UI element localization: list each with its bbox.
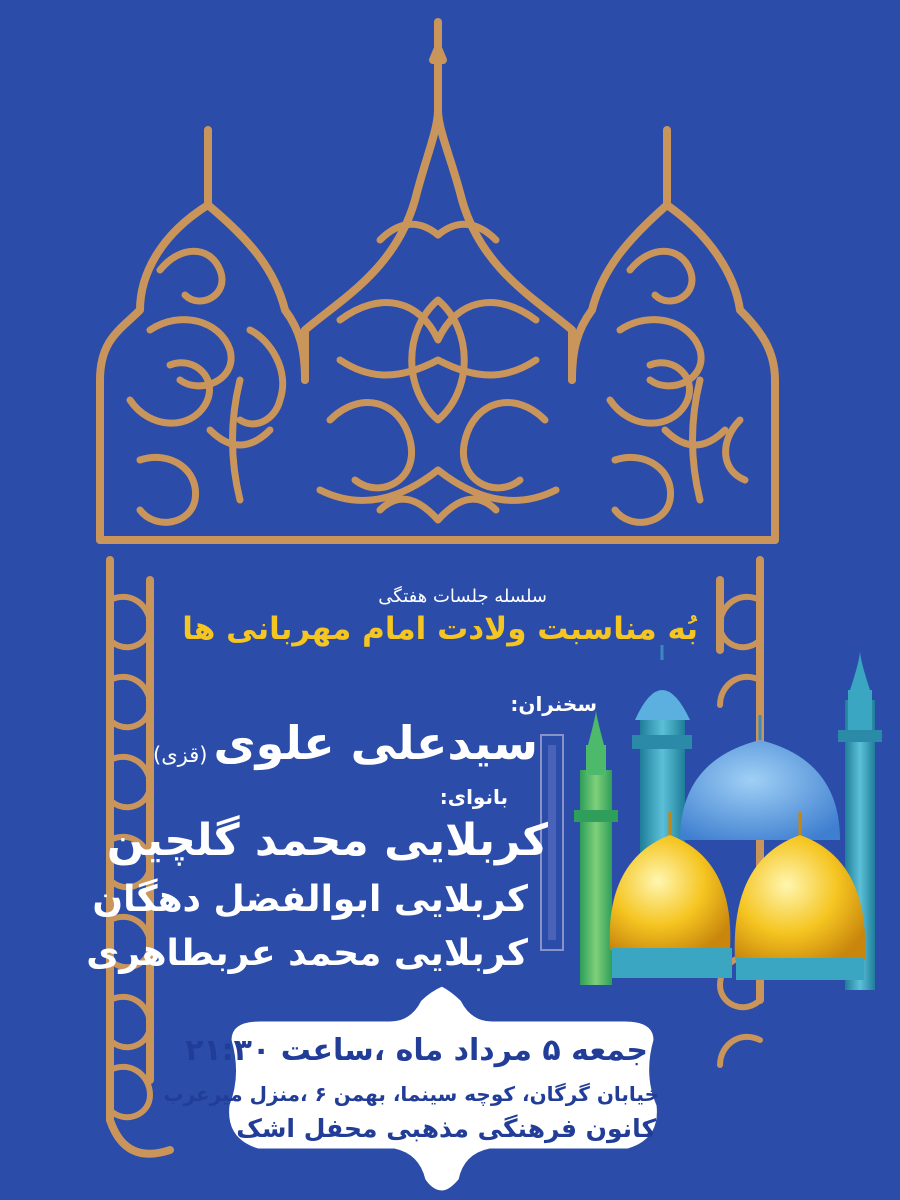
speaker-name: سیدعلی علوی bbox=[213, 716, 538, 770]
singer-name: کربلایی محمد عربطاهری bbox=[86, 933, 528, 974]
singers-label: بانوای: bbox=[439, 785, 508, 809]
occasion-headline: بُه مناسبت ولادت امام مهربانی ها bbox=[182, 611, 698, 647]
event-address: خیابان گرگان، کوچه سینما، بهمن ۶ ،منزل میرعرب bbox=[163, 1082, 659, 1106]
singer-name: کربلایی ابوالفضل دهگان bbox=[92, 879, 528, 920]
event-date-time: جمعه ۵ مرداد ماه ،ساعت ۲۱:۳۰ bbox=[185, 1033, 648, 1068]
speaker-label: سخنران: bbox=[510, 692, 597, 716]
singer-name: کربلایی محمد گلچین bbox=[106, 815, 548, 866]
series-title: سلسله جلسات هفتگی bbox=[378, 586, 547, 607]
event-venue: کانون فرهنگی مذهبی محفل اشک bbox=[236, 1114, 656, 1143]
speaker-block bbox=[153, 716, 538, 770]
speaker-honorific: (قزی) bbox=[153, 742, 208, 767]
